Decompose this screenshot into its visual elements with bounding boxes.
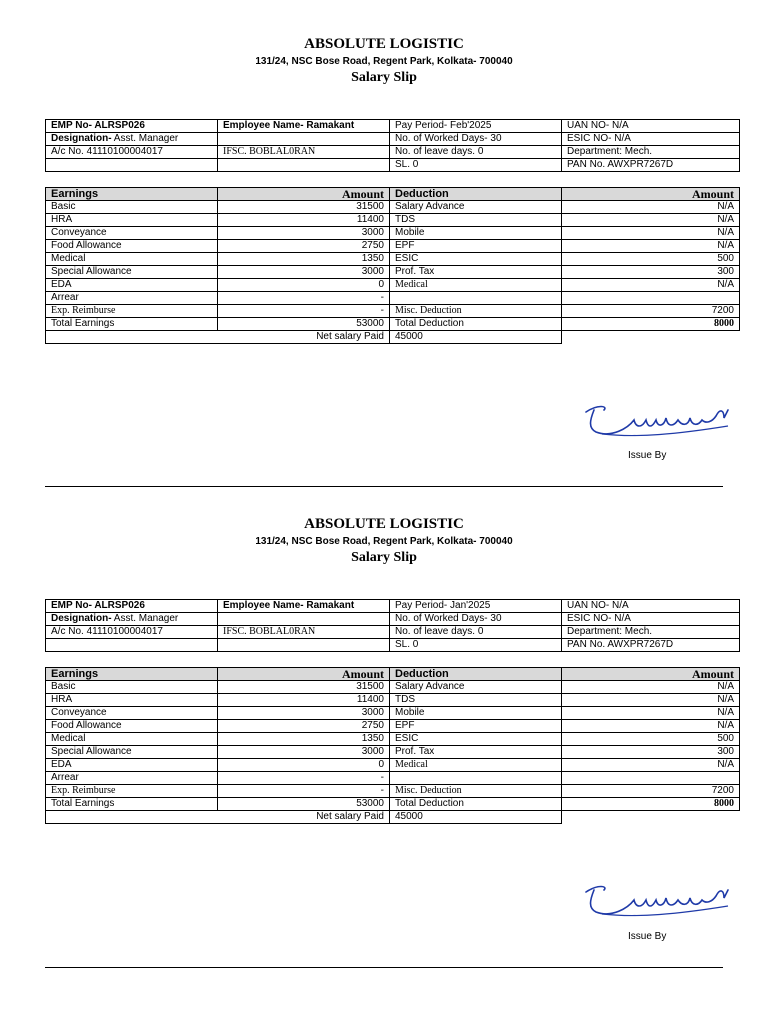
earning-amount: 3000 bbox=[218, 707, 390, 720]
earnings-deductions-table bbox=[45, 667, 740, 824]
total-earnings-label: Total Earnings bbox=[46, 798, 218, 811]
earning-amount: 31500 bbox=[218, 201, 390, 214]
deduction-amount bbox=[562, 292, 740, 305]
deduction-label: EPF bbox=[390, 720, 562, 733]
designation-value: Asst. Manager bbox=[111, 133, 179, 144]
table-row bbox=[46, 227, 740, 240]
deduction-amount: 7200 bbox=[562, 305, 740, 318]
table-row bbox=[46, 746, 740, 759]
table-row bbox=[46, 733, 740, 746]
table-row bbox=[46, 707, 740, 720]
earning-label: Conveyance bbox=[46, 707, 218, 720]
total-earnings-value: 53000 bbox=[218, 798, 390, 811]
earning-amount: 1350 bbox=[218, 253, 390, 266]
company-address: 131/24, NSC Bose Road, Regent Park, Kolkata- 700040 bbox=[255, 536, 513, 547]
deduction-amount: N/A bbox=[562, 279, 740, 292]
total-deduction-value: 8000 bbox=[562, 798, 740, 811]
account-no: A/c No. 41110100004017 bbox=[46, 626, 218, 639]
net-salary-label: Net salary Paid bbox=[46, 331, 390, 344]
total-deduction-label: Total Deduction bbox=[390, 318, 562, 331]
ifsc-code: IFSC. BOBLAL0RAN bbox=[218, 626, 390, 639]
uan-no: UAN NO- N/A bbox=[562, 120, 740, 133]
earning-amount: 3000 bbox=[218, 266, 390, 279]
table-row bbox=[46, 201, 740, 214]
esic-no: ESIC NO- N/A bbox=[562, 133, 740, 146]
earning-label: Exp. Reimburse bbox=[46, 785, 218, 798]
empty-cell bbox=[218, 159, 390, 172]
earning-amount: 3000 bbox=[218, 227, 390, 240]
deduction-label: ESIC bbox=[390, 733, 562, 746]
pay-period: Pay Period- Jan'2025 bbox=[390, 600, 562, 613]
employee-info-table bbox=[45, 599, 740, 652]
earning-label: Medical bbox=[46, 253, 218, 266]
deduction-amount: N/A bbox=[562, 707, 740, 720]
deduction-label: Misc. Deduction bbox=[390, 785, 562, 798]
table-row bbox=[46, 240, 740, 253]
deduction-label: Medical bbox=[390, 759, 562, 772]
deduction-amount: 300 bbox=[562, 746, 740, 759]
deduction-amount: N/A bbox=[562, 759, 740, 772]
earning-label: Basic bbox=[46, 681, 218, 694]
earning-label: Arrear bbox=[46, 292, 218, 305]
earning-label: Food Allowance bbox=[46, 720, 218, 733]
designation bbox=[46, 613, 218, 626]
employee-name: Employee Name- Ramakant bbox=[218, 120, 390, 133]
designation bbox=[46, 133, 218, 146]
esic-no: ESIC NO- N/A bbox=[562, 613, 740, 626]
employee-name: Employee Name- Ramakant bbox=[218, 600, 390, 613]
table-row bbox=[46, 214, 740, 227]
deduction-label bbox=[390, 772, 562, 785]
deduction-label: Mobile bbox=[390, 227, 562, 240]
signature-image bbox=[578, 878, 738, 928]
earning-amount: - bbox=[218, 305, 390, 318]
slip-title: Salary Slip bbox=[351, 550, 417, 565]
empty-cell bbox=[562, 331, 740, 344]
earning-amount: 31500 bbox=[218, 681, 390, 694]
empty-cell bbox=[562, 811, 740, 824]
designation-label: Designation- bbox=[51, 133, 112, 144]
deduction-label: ESIC bbox=[390, 253, 562, 266]
pan-no: PAN No. AWXPR7267D bbox=[562, 159, 740, 172]
issued-by: Issue By bbox=[628, 931, 667, 942]
earning-label: Medical bbox=[46, 733, 218, 746]
deduction-label: Misc. Deduction bbox=[390, 305, 562, 318]
table-row bbox=[46, 785, 740, 798]
net-salary-value: 45000 bbox=[390, 331, 562, 344]
deduction-amount: 500 bbox=[562, 733, 740, 746]
table-row bbox=[46, 266, 740, 279]
company-name: ABSOLUTE LOGISTIC bbox=[304, 516, 464, 532]
table-row bbox=[46, 694, 740, 707]
sl-number: SL. 0 bbox=[390, 159, 562, 172]
earning-label: Basic bbox=[46, 201, 218, 214]
earning-amount: 1350 bbox=[218, 733, 390, 746]
leave-days: No. of leave days. 0 bbox=[390, 146, 562, 159]
emp-no: EMP No- ALRSP026 bbox=[46, 120, 218, 133]
total-earnings-label: Total Earnings bbox=[46, 318, 218, 331]
deduction-amount: N/A bbox=[562, 681, 740, 694]
divider bbox=[45, 486, 723, 487]
net-salary-label: Net salary Paid bbox=[46, 811, 390, 824]
earnings-deductions-table bbox=[45, 187, 740, 344]
table-row bbox=[46, 720, 740, 733]
earnings-amount-header: Amount bbox=[218, 668, 390, 681]
totals-row bbox=[46, 318, 740, 331]
table-header-row bbox=[46, 188, 740, 201]
company-address: 131/24, NSC Bose Road, Regent Park, Kolkata- 700040 bbox=[255, 56, 513, 67]
deduction-label bbox=[390, 292, 562, 305]
signature-image bbox=[578, 398, 738, 448]
earnings-header: Earnings bbox=[46, 188, 218, 201]
earning-amount: 11400 bbox=[218, 214, 390, 227]
earning-label: HRA bbox=[46, 694, 218, 707]
earnings-header: Earnings bbox=[46, 668, 218, 681]
department: Department: Mech. bbox=[562, 146, 740, 159]
deduction-label: Prof. Tax bbox=[390, 266, 562, 279]
table-row bbox=[46, 681, 740, 694]
table-row bbox=[46, 292, 740, 305]
deduction-label: Salary Advance bbox=[390, 201, 562, 214]
deduction-amount: 300 bbox=[562, 266, 740, 279]
table-header-row bbox=[46, 668, 740, 681]
pan-no: PAN No. AWXPR7267D bbox=[562, 639, 740, 652]
earning-amount: 2750 bbox=[218, 240, 390, 253]
earning-amount: 3000 bbox=[218, 746, 390, 759]
earning-label: Exp. Reimburse bbox=[46, 305, 218, 318]
department: Department: Mech. bbox=[562, 626, 740, 639]
company-name: ABSOLUTE LOGISTIC bbox=[304, 36, 464, 52]
deduction-amount: N/A bbox=[562, 201, 740, 214]
sl-number: SL. 0 bbox=[390, 639, 562, 652]
earning-label: HRA bbox=[46, 214, 218, 227]
ifsc-code: IFSC. BOBLAL0RAN bbox=[218, 146, 390, 159]
deduction-amount bbox=[562, 772, 740, 785]
empty-cell bbox=[46, 159, 218, 172]
deduction-amount: N/A bbox=[562, 720, 740, 733]
earning-label: Arrear bbox=[46, 772, 218, 785]
deduction-amount-header: Amount bbox=[562, 668, 740, 681]
earning-amount: 0 bbox=[218, 279, 390, 292]
deduction-label: EPF bbox=[390, 240, 562, 253]
deduction-amount-header: Amount bbox=[562, 188, 740, 201]
emp-no: EMP No- ALRSP026 bbox=[46, 600, 218, 613]
deduction-label: Salary Advance bbox=[390, 681, 562, 694]
net-salary-row bbox=[46, 811, 740, 824]
deduction-label: TDS bbox=[390, 214, 562, 227]
deduction-label: Mobile bbox=[390, 707, 562, 720]
earning-label: Special Allowance bbox=[46, 266, 218, 279]
table-row bbox=[46, 279, 740, 292]
earning-amount: - bbox=[218, 785, 390, 798]
designation-value: Asst. Manager bbox=[111, 613, 179, 624]
table-row bbox=[46, 772, 740, 785]
table-row bbox=[46, 253, 740, 266]
worked-days: No. of Worked Days- 30 bbox=[390, 613, 562, 626]
earning-amount: 2750 bbox=[218, 720, 390, 733]
deduction-label: Prof. Tax bbox=[390, 746, 562, 759]
empty-cell bbox=[218, 613, 390, 626]
empty-cell bbox=[46, 639, 218, 652]
issued-by: Issue By bbox=[628, 450, 667, 461]
deduction-amount: 7200 bbox=[562, 785, 740, 798]
pay-period: Pay Period- Feb'2025 bbox=[390, 120, 562, 133]
slip-title: Salary Slip bbox=[351, 70, 417, 85]
uan-no: UAN NO- N/A bbox=[562, 600, 740, 613]
earning-amount: 11400 bbox=[218, 694, 390, 707]
table-row bbox=[46, 305, 740, 318]
account-no: A/c No. 41110100004017 bbox=[46, 146, 218, 159]
employee-info-table bbox=[45, 119, 740, 172]
deduction-amount: 500 bbox=[562, 253, 740, 266]
worked-days: No. of Worked Days- 30 bbox=[390, 133, 562, 146]
empty-cell bbox=[218, 639, 390, 652]
leave-days: No. of leave days. 0 bbox=[390, 626, 562, 639]
earning-label: Food Allowance bbox=[46, 240, 218, 253]
net-salary-row bbox=[46, 331, 740, 344]
total-deduction-label: Total Deduction bbox=[390, 798, 562, 811]
earnings-amount-header: Amount bbox=[218, 188, 390, 201]
table-row bbox=[46, 759, 740, 772]
deduction-amount: N/A bbox=[562, 240, 740, 253]
earning-amount: 0 bbox=[218, 759, 390, 772]
earning-label: EDA bbox=[46, 279, 218, 292]
deduction-label: TDS bbox=[390, 694, 562, 707]
earning-label: EDA bbox=[46, 759, 218, 772]
earning-label: Special Allowance bbox=[46, 746, 218, 759]
divider bbox=[45, 967, 723, 968]
empty-cell bbox=[218, 133, 390, 146]
net-salary-value: 45000 bbox=[390, 811, 562, 824]
total-earnings-value: 53000 bbox=[218, 318, 390, 331]
deduction-header: Deduction bbox=[390, 188, 562, 201]
designation-label: Designation- bbox=[51, 613, 112, 624]
deduction-amount: N/A bbox=[562, 694, 740, 707]
deduction-amount: N/A bbox=[562, 227, 740, 240]
earning-amount: - bbox=[218, 292, 390, 305]
deduction-label: Medical bbox=[390, 279, 562, 292]
total-deduction-value: 8000 bbox=[562, 318, 740, 331]
earning-amount: - bbox=[218, 772, 390, 785]
deduction-header: Deduction bbox=[390, 668, 562, 681]
deduction-amount: N/A bbox=[562, 214, 740, 227]
earning-label: Conveyance bbox=[46, 227, 218, 240]
totals-row bbox=[46, 798, 740, 811]
